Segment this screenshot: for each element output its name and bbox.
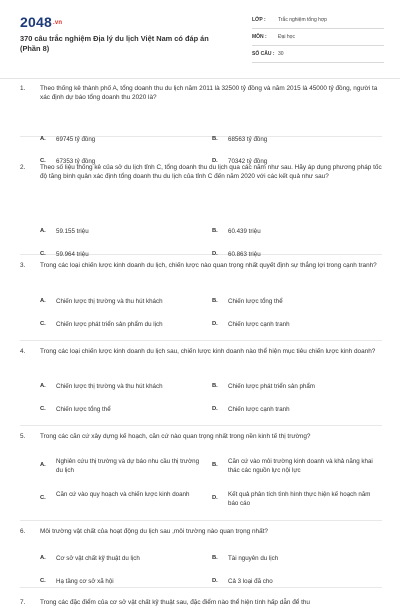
option-letter: D. (212, 251, 218, 257)
option-text: 69745 tỷ đồng (56, 136, 96, 143)
option-c[interactable] (40, 490, 204, 499)
meta-label: SỐ CÂU : (252, 51, 275, 57)
question-text: Theo số liệu thống kê của sở du lịch tỉnh C, tổng doanh thu du lịch qua các năm như sau. Hãy áp dụng phương pháp tốc độ tăng bình quân xác định tổng doanh thu du lịch của tỉnh C đến năm 2020 với các kết quả như sau? (40, 164, 382, 180)
option-d[interactable] (212, 320, 380, 329)
option-a[interactable] (40, 297, 212, 306)
option-letter: D. (212, 495, 218, 501)
question-prompt (20, 598, 382, 607)
option-a[interactable] (40, 227, 190, 236)
option-letter: C. (40, 158, 46, 164)
question-number: 4. (20, 348, 26, 355)
question-6 (20, 521, 382, 588)
option-d[interactable] (212, 490, 378, 508)
option-letter: B. (212, 228, 218, 234)
option-letter: A. (40, 298, 46, 304)
question-prompt (20, 432, 382, 441)
option-letter: B. (212, 555, 218, 561)
option-c[interactable] (40, 577, 212, 586)
document-header (20, 14, 382, 70)
meta-label: LỚP : (252, 17, 266, 23)
option-b[interactable] (212, 382, 380, 391)
question-number: 2. (20, 164, 26, 171)
question-1 (20, 81, 382, 165)
option-letter: B. (212, 383, 218, 389)
document-meta (252, 14, 384, 65)
option-text: Căn cứ vào quy hoạch và chiến lược kinh doanh (56, 491, 190, 498)
option-text: Căn cứ vào môi trường kinh doanh và khả năng khai thác các nguồn lực nội lực (228, 458, 373, 474)
question-4 (20, 341, 382, 426)
question-number: 1. (20, 85, 26, 92)
option-b[interactable] (212, 227, 362, 236)
question-2 (20, 163, 382, 258)
option-a[interactable] (40, 554, 212, 563)
option-b[interactable] (212, 297, 380, 306)
option-text: Chiến lược tổng thể (56, 406, 111, 413)
question-5 (20, 426, 382, 521)
option-a[interactable] (40, 457, 204, 475)
option-text: Chiến lược tổng thể (228, 298, 283, 305)
question-prompt (20, 84, 382, 102)
option-letter: C. (40, 251, 46, 257)
meta-label: MÔN : (252, 34, 267, 40)
meta-row-count (252, 48, 384, 63)
option-d[interactable] (212, 577, 380, 586)
option-text: Tài nguyên du lịch (228, 555, 279, 562)
option-letter: C. (40, 406, 46, 412)
option-letter: A. (40, 228, 46, 234)
option-letter: A. (40, 462, 46, 468)
question-number: 5. (20, 433, 26, 440)
option-a[interactable] (40, 382, 212, 391)
question-text: Trong các căn cứ xây dựng kế hoạch, căn cứ nào quan trọng nhất trong nền kinh tế thị trường? (40, 433, 311, 440)
option-letter: B. (212, 462, 218, 468)
option-a[interactable] (40, 135, 190, 144)
option-text: Cơ sở vật chất kỹ thuật du lịch (56, 555, 140, 562)
question-number: 6. (20, 528, 26, 535)
option-letter: C. (40, 578, 46, 584)
question-prompt (20, 163, 382, 181)
option-letter: C. (40, 495, 46, 501)
option-text: 67353 tỷ đồng (56, 158, 96, 165)
question-text: Trong các loại chiến lược kinh doanh du lịch, chiến lược nào quan trọng nhất quyết định sự thắng lợi trong cạnh tranh? (40, 262, 377, 269)
option-text: Chiến lược phát triển sản phẩm du lịch (56, 321, 163, 328)
option-b[interactable] (212, 135, 362, 144)
question-text: Trong các loại chiến lược kinh doanh du lịch sau, chiến lược kinh doanh nào thể hiện mục tiêu chiến lược kinh doanh? (40, 348, 376, 355)
option-c[interactable] (40, 405, 212, 414)
question-number: 3. (20, 262, 26, 269)
option-letter: D. (212, 406, 218, 412)
option-letter: C. (40, 321, 46, 327)
option-text: Chiến lược cạnh tranh (228, 321, 290, 328)
option-text: 59.964 triệu (56, 251, 89, 258)
option-text: Chiến lược phát triển sản phẩm (228, 383, 315, 390)
option-c[interactable] (40, 320, 212, 329)
option-text: Kết quả phân tích tình hình thực hiện kế hoạch năm báo cáo (228, 491, 371, 507)
option-letter: B. (212, 136, 218, 142)
option-text: Cả 3 loại đã cho (228, 578, 273, 585)
question-list (20, 81, 382, 608)
meta-value: 30 (278, 51, 284, 57)
question-3 (20, 255, 382, 341)
question-number: 7. (20, 599, 26, 606)
option-text: 60.439 triệu (228, 228, 261, 235)
option-text: Chiến lược thị trường và thu hút khách (56, 383, 163, 390)
option-text: 60.863 triệu (228, 251, 261, 258)
question-text: Theo thống kê thành phố A, tổng doanh thu du lịch năm 2011 là 32500 tỷ đồng và năm 2015 là 45000 tỷ đồng, người ta xác định dự báo tổng doanh thu 2020 là? (40, 85, 378, 101)
option-d[interactable] (212, 405, 380, 414)
page-title: 370 câu trắc nghiệm Địa lý du lịch Việt Nam có đáp án (Phần 8) (20, 34, 209, 53)
question-7 (20, 588, 382, 608)
question-prompt (20, 347, 382, 356)
question-text: Môi trường vật chất của hoạt động du lịch sau ,môi trường nào quan trọng nhất? (40, 528, 268, 535)
option-text: Hạ tầng cơ sở xã hội (56, 578, 114, 585)
option-text: 59.155 triệu (56, 228, 89, 235)
option-letter: D. (212, 158, 218, 164)
option-text: 68563 tỷ đồng (228, 136, 268, 143)
logo-suffix: .vn (52, 20, 63, 26)
question-prompt (20, 527, 382, 536)
meta-row-class (252, 14, 384, 29)
meta-value: Đại học (278, 34, 295, 40)
header-divider (0, 78, 400, 79)
option-text: Nghiên cứu thị trường và dự báo nhu cầu thị trường du lịch (56, 458, 200, 474)
option-text: Chiến lược thị trường và thu hút khách (56, 298, 163, 305)
option-text: Chiến lược cạnh tranh (228, 406, 290, 413)
question-text: Trong các đặc điểm của cơ sở vật chất kỹ thuật sau, đặc điểm nào thể hiện tính hấp dẫn để thu (40, 599, 310, 606)
option-b[interactable] (212, 457, 378, 475)
option-letter: B. (212, 298, 218, 304)
site-logo[interactable] (20, 14, 62, 30)
question-prompt (20, 261, 382, 270)
option-letter: A. (40, 555, 46, 561)
option-letter: A. (40, 383, 46, 389)
option-text: 70342 tỷ đồng (228, 158, 268, 165)
option-b[interactable] (212, 554, 380, 563)
meta-value: Trắc nghiệm tổng hợp (278, 17, 327, 23)
logo-text: 2048 (20, 14, 52, 30)
option-letter: D. (212, 321, 218, 327)
option-letter: D. (212, 578, 218, 584)
option-letter: A. (40, 136, 46, 142)
meta-row-subject (252, 31, 384, 46)
